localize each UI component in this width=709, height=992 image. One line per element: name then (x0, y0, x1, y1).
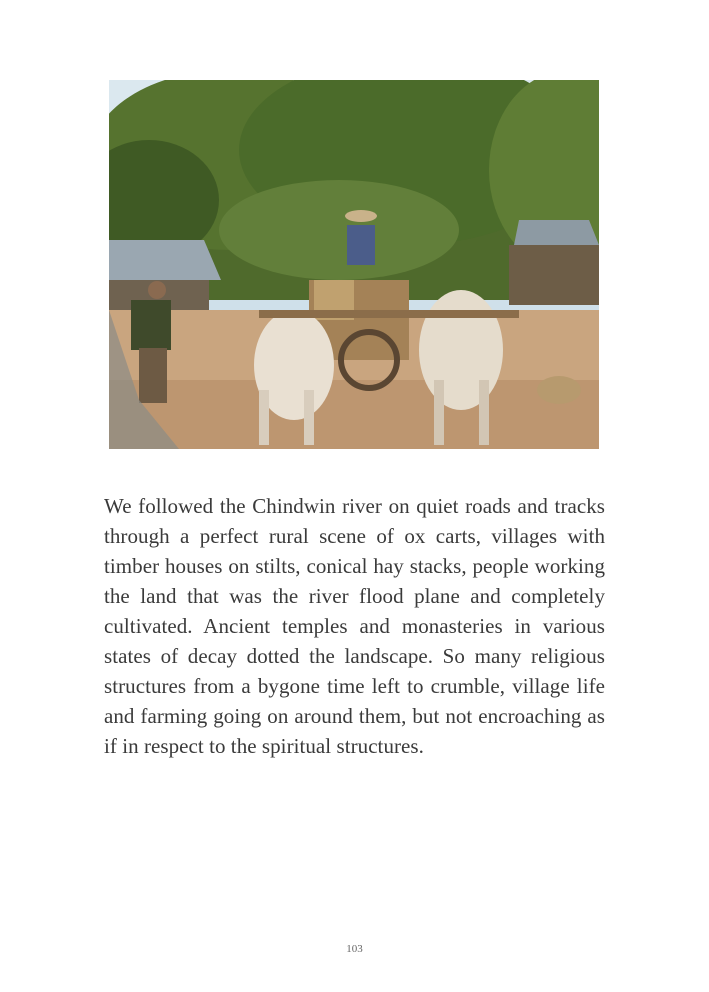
ox-cart-photo-illustration (109, 80, 599, 449)
body-paragraph: We followed the Chindwin river on quiet roads and tracks through a perfect rural scene of ox carts, villages with timber houses on stilts, conical hay stacks, people working the land that was the river flood plane and completely cultivated. Ancient temples and monasteries in various states of decay dotted the landscape. So many religious structures from a bygone time left to crumble, village life and farming going on around them, but not encroaching as if in respect to the spiritual structures. (104, 494, 605, 758)
ox-cart-photo (109, 80, 599, 449)
page-number: 103 (346, 943, 363, 955)
